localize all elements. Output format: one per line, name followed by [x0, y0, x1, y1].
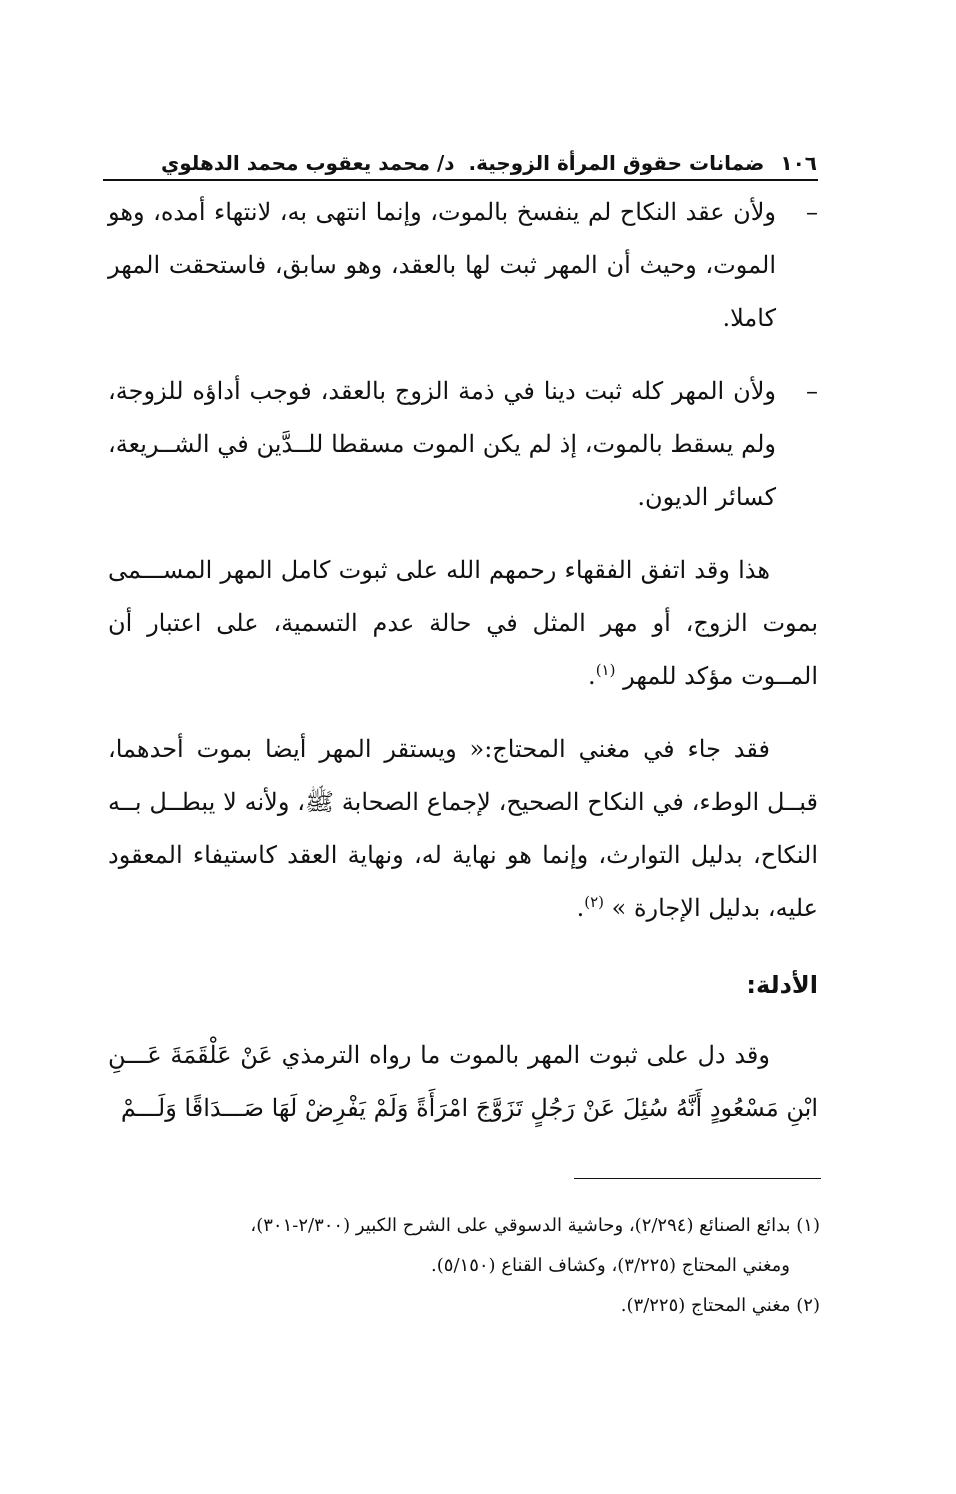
footnotes — [108, 1206, 820, 1326]
footnote-ref-2: (٢) — [584, 893, 604, 911]
footnote-2: (٢) مغني المحتاج (٣/٢٢٥). — [620, 1295, 820, 1316]
page-number: ١٠٦ — [780, 151, 817, 175]
paragraph-mughni-quote — [108, 723, 818, 935]
paragraph-text: هذا وقد اتفق الفقهاء رحمهم الله على ثبوت كامل المهر المســـمى بموت الزوج، أو مهر المثل في حالة عدم التسمية، على اعتبار أن المــوت مؤكد للمهر — [108, 556, 818, 690]
period: . — [588, 662, 596, 690]
paragraph-evidence — [108, 1029, 818, 1135]
bullet-item-1 — [108, 186, 818, 345]
footnote-1-line-1: (١) بدائع الصنائع (٢/٢٩٤)، وحاشية الدسوقي على الشرح الكبير (٢/٣٠٠-٣٠١)، — [250, 1215, 820, 1236]
bullet-item-2 — [108, 365, 818, 524]
bullet-dash: – — [806, 198, 818, 226]
author-name: د/ محمد يعقوب محمد الدهلوي — [160, 151, 455, 175]
paragraph-text: فقد جاء في مغني المحتاج:« ويستقر المهر أيضا بموت أحدهما، قبــل الوطء، في النكاح الصحيح، لإجماع الصحابة ﷺ، ولأنه لا يبطــل بــه النكاح، بدليل التوارث، وإنما هو نهاية له، ونهاية العقد كاستيفاء المعقود عليه، بدليل الإجارة » — [108, 735, 818, 922]
section-heading-evidence: الأدلة: — [746, 971, 818, 999]
book-title: ضمانات حقوق المرأة الزوجية. — [468, 151, 765, 175]
header-divider — [103, 179, 818, 181]
footnote-ref-1: (١) — [595, 661, 616, 679]
footnote-divider — [574, 1178, 821, 1179]
paragraph-text: وقد دل على ثبوت المهر بالموت ما رواه الترمذي عَنْ عَلْقَمَةَ عَـــنِ ابْنِ مَسْعُودٍ أَنَّهُ سُئِلَ عَنْ رَجُلٍ تَزَوَّجَ امْرَأَةً وَلَمْ يَفْرِضْ لَهَا صَـــدَاقًا وَلَـــمْ — [108, 1041, 818, 1122]
footnote-1-line-2: ومغني المحتاج (٣/٢٢٥)، وكشاف القناع (٥/١٥٠). — [431, 1255, 790, 1276]
bullet-text: ولأن المهر كله ثبت دينا في ذمة الزوج بالعقد، فوجب أداؤه للزوجة، ولم يسقط بالموت، إذ لم يكن الموت مسقطا للــدَّين في الشــريعة، كسائر الديون. — [108, 377, 776, 511]
bullet-dash: – — [806, 377, 818, 405]
bullet-text: ولأن عقد النكاح لم ينفسخ بالموت، وإنما انتهى به، لانتهاء أمده، وهو الموت، وحيث أن المهر ثبت لها بالعقد، وهو سابق، فاستحقت المهر كاملا. — [108, 198, 776, 332]
main-text — [108, 186, 818, 1135]
running-header — [160, 142, 817, 176]
paragraph-agreement — [108, 544, 818, 703]
period: . — [576, 894, 585, 922]
